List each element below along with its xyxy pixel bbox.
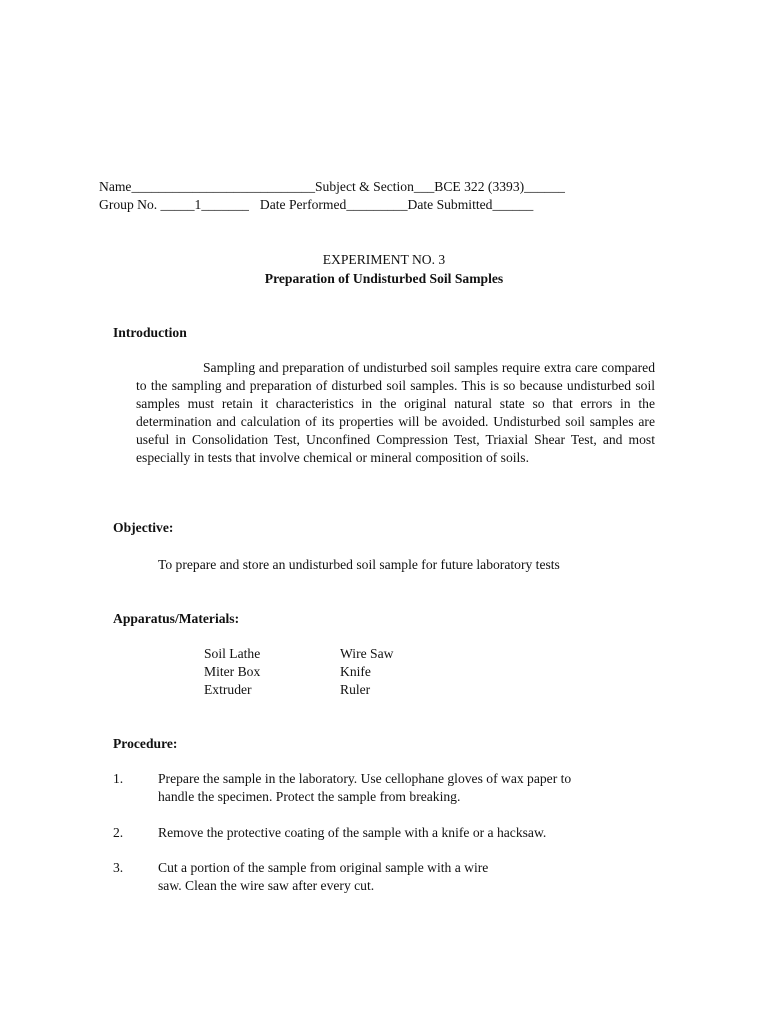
procedure-step-text: saw. Clean the wire saw after every cut. bbox=[158, 878, 375, 893]
date-submitted-label: Date Submitted bbox=[407, 197, 493, 212]
header-line-2 bbox=[99, 196, 533, 214]
procedure-heading: Procedure: bbox=[113, 736, 178, 751]
apparatus-item: Wire Saw bbox=[340, 646, 394, 661]
apparatus-heading: Apparatus/Materials: bbox=[113, 611, 240, 626]
name-field: ___________________________ bbox=[131, 179, 315, 194]
introduction-heading: Introduction bbox=[113, 325, 187, 340]
apparatus-item: Knife bbox=[340, 664, 371, 679]
objective-heading: Objective: bbox=[113, 520, 174, 535]
procedure-step-text: handle the specimen. Protect the sample from breaking. bbox=[158, 789, 461, 804]
procedure-step-text: Remove the protective coating of the sample with a knife or a hacksaw. bbox=[158, 825, 547, 840]
date-performed-label: Date Performed bbox=[259, 197, 347, 212]
experiment-number: EXPERIMENT NO. 3 bbox=[322, 252, 446, 267]
date-performed-field: _________ bbox=[346, 197, 408, 212]
apparatus-item: Soil Lathe bbox=[204, 646, 261, 661]
subject-label: Subject & Section bbox=[314, 179, 414, 194]
apparatus-item: Extruder bbox=[204, 682, 252, 697]
procedure-step-text: Cut a portion of the sample from original sample with a wire bbox=[158, 860, 489, 875]
subject-field: ___BCE 322 (3393)______ bbox=[413, 179, 565, 194]
experiment-title: Preparation of Undisturbed Soil Samples bbox=[264, 271, 504, 286]
procedure-step-text: Prepare the sample in the laboratory. Use cellophane gloves of wax paper to bbox=[158, 771, 572, 786]
date-submitted-field: ______ bbox=[492, 197, 534, 212]
group-label: Group No. bbox=[99, 197, 161, 212]
procedure-step-number: 2. bbox=[113, 825, 124, 840]
group-field: _____1_______ bbox=[160, 197, 249, 212]
procedure-step-number: 1. bbox=[113, 771, 124, 786]
apparatus-item: Ruler bbox=[340, 682, 371, 697]
name-label: Name bbox=[99, 179, 132, 194]
introduction-text: Sampling and preparation of undisturbed soil samples require extra care compared to the sampling and preparation of disturbed soil samples. This is so because undisturbed soil samples must retain it characteristics in the original natural state so that errors in the determination and calculation of its properties will be avoided. Undisturbed soil samples are useful in Consolidation Test, Unconfined Compression Test, Triaxial Shear Test, and most especially in tests that involve chemical or mineral composition of soils. bbox=[136, 360, 655, 465]
objective-text: To prepare and store an undisturbed soil sample for future laboratory tests bbox=[158, 557, 560, 572]
apparatus-item: Miter Box bbox=[204, 664, 261, 679]
introduction-paragraph bbox=[136, 359, 655, 467]
procedure-step-number: 3. bbox=[113, 860, 124, 875]
header-line-1 bbox=[99, 178, 565, 196]
